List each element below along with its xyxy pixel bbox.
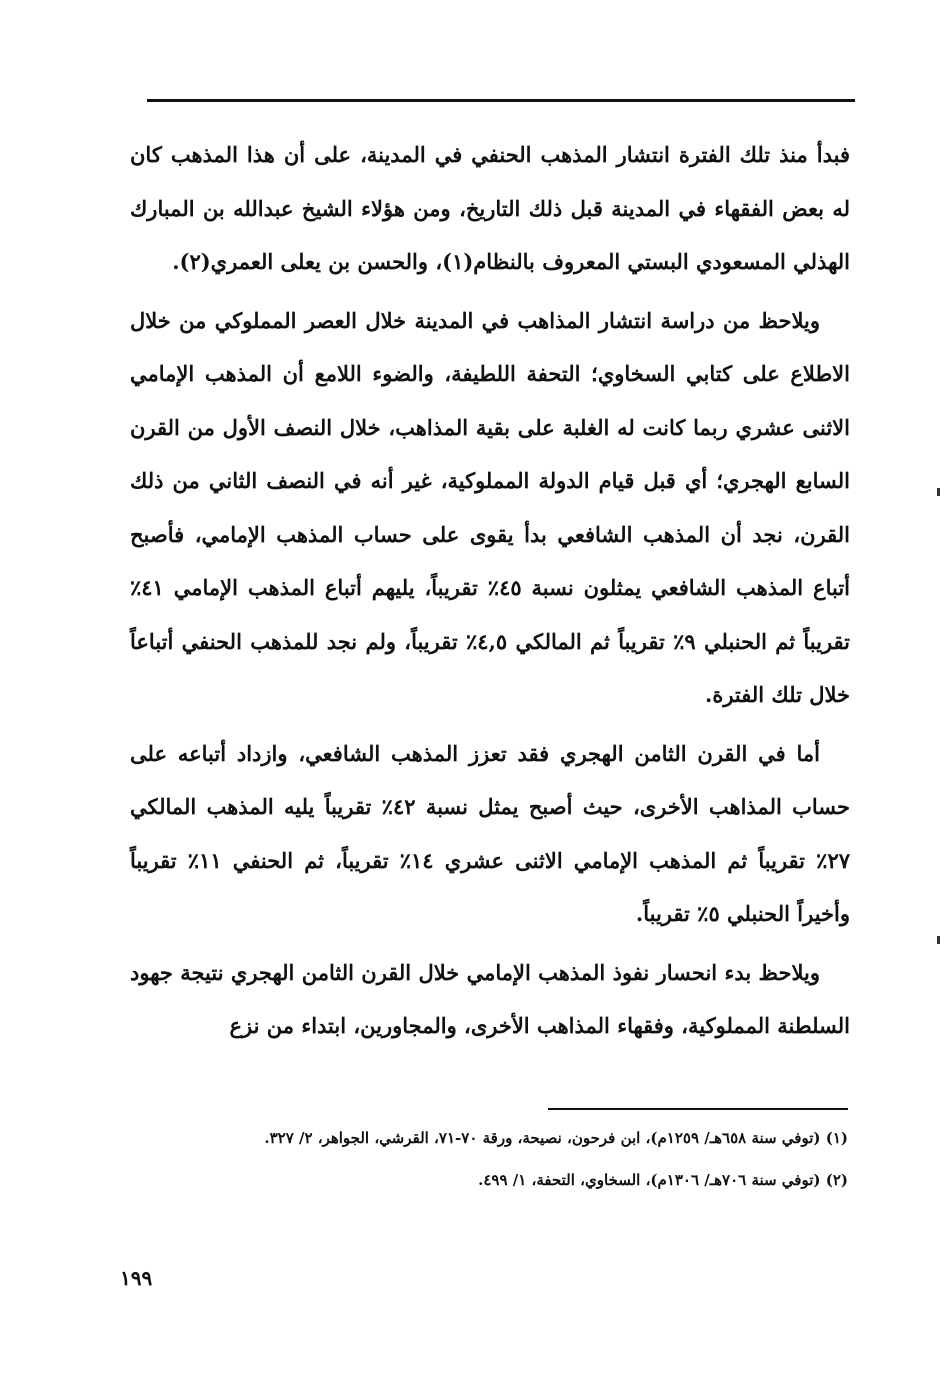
footnote-1: (١) (توفي سنة ٦٥٨هـ/ ١٢٥٩م)، ابن فرحون، نصيحة، ورقة ٧٠-٧١، القرشي، الجواهر، ٢/ ٣٢٧. [264,1129,848,1147]
footnote-2: (٢) (توفي سنة ٧٠٦هـ/ ١٣٠٦م)، السخاوي، التحفة، ١/ ٤٩٩. [478,1171,848,1189]
scan-margin-mark [937,488,940,496]
paragraph-1: فبدأ منذ تلك الفترة انتشار المذهب الحنفي في المدينة، على أن هذا المذهب كان له بعض الفقهاء في المدينة قبل ذلك التاريخ، ومن هؤلاء الشيخ عبدالله بن المبارك الهذلي المسعودي البستي المعروف بالنظام(١)، والحسن بن يعلى العمري(٢). [130,142,850,274]
page-number: ١٩٩ [120,1266,153,1290]
footnote-separator [548,1108,848,1110]
paragraph-3: أما في القرن الثامن الهجري فقد تعزز المذهب الشافعي، وازداد أتباعه على حساب المذاهب الأخرى، حيث أصبح يمثل نسبة ٤٢٪ تقريباً يليه المذهب المالكي ٢٧٪ تقريباً ثم المذهب الإمامي الاثنى عشري ١٤٪ تقريباً، ثم الحنفي ١١٪ تقريباً وأخيراً الحنبلي ٥٪ تقريباً. [130,740,851,926]
header-rule [147,99,855,102]
scan-margin-mark [937,936,940,944]
paragraph-4: ويلاحظ بدء انحسار نفوذ المذهب الإمامي خلال القرن الثامن الهجري نتيجة جهود السلطنة المملوكية، وفقهاء المذاهب الأخرى، والمجاورين، ابتداء من نزع [130,959,850,1038]
main-text [130,128,850,1058]
paragraph-2: ويلاحظ من دراسة انتشار المذاهب في المدينة خلال العصر المملوكي من خلال الاطلاع على كتابي السخاوي؛ التحفة اللطيفة، والضوء اللامع أن المذهب الإمامي الاثنى عشري ربما كانت له الغلبة على بقية المذاهب، خلال النصف الأول من القرن السابع الهجري؛ أي قبل قيام الدولة المملوكية، غير أنه في النصف الثاني من ذلك القرن، نجد أن المذهب الشافعي بدأ يقوى على حساب المذهب الإمامي، فأصبح أتباع المذهب الشافعي يمثلون نسبة ٤٥٪ تقريباً، يليهم أتباع المذهب الإمامي ٤١٪ تقريباً ثم الحنبلي ٩٪ تقريباً ثم المالكي ٤,٥٪ تقريباً، ولم نجد للمذهب الحنفي أتباعاً خلال تلك الفترة. [130,307,851,707]
footnotes [130,1120,848,1204]
